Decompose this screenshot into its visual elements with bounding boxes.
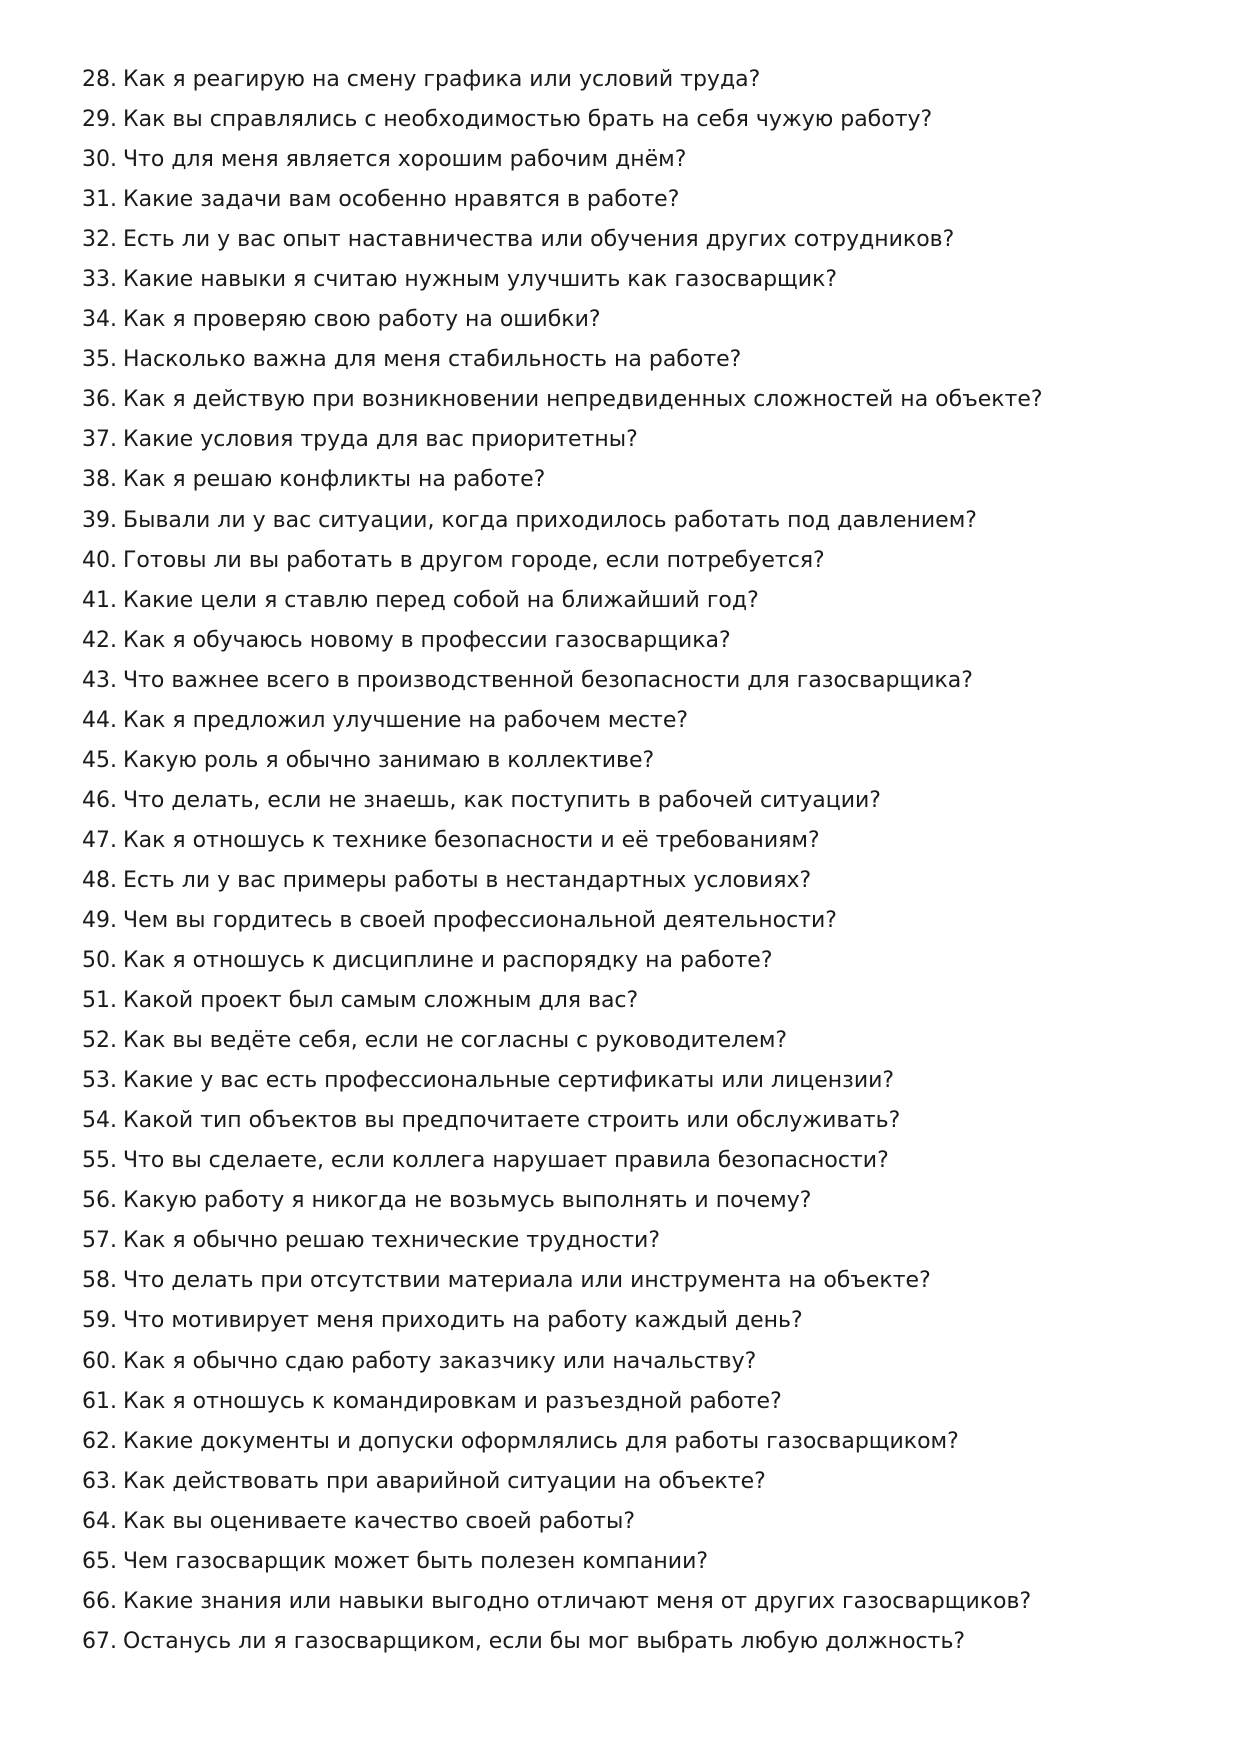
- question-number: 33.: [82, 267, 117, 293]
- question-number: 42.: [82, 627, 117, 653]
- list-item: [82, 821, 1182, 861]
- question-text: Что делать при отсутствии материала или инструмента на объекте?: [123, 1268, 931, 1294]
- question-number: 41.: [82, 587, 117, 613]
- question-text: Как я проверяю свою работу на ошибки?: [123, 307, 601, 333]
- question-text: Какой проект был самым сложным для вас?: [123, 988, 639, 1014]
- question-text: Какие у вас есть профессиональные сертификаты или лицензии?: [123, 1068, 895, 1094]
- question-text: Как я реагирую на смену графика или условий труда?: [123, 67, 761, 92]
- question-text: Как я обычно сдаю работу заказчику или начальству?: [123, 1348, 757, 1374]
- question-text: Какие цели я ставлю перед собой на ближайший год?: [123, 587, 759, 613]
- question-number: 28.: [82, 67, 117, 92]
- question-text: Останусь ли я газосварщиком, если бы мог выбрать любую должность?: [123, 1628, 966, 1654]
- question-text: Чем вы гордитесь в своей профессиональной деятельности?: [123, 907, 837, 933]
- list-item: [82, 140, 1182, 180]
- question-number: 56.: [82, 1188, 117, 1214]
- question-number: 66.: [82, 1588, 117, 1614]
- question-number: 30.: [82, 147, 117, 173]
- question-number: 63.: [82, 1468, 117, 1494]
- question-number: 61.: [82, 1388, 117, 1414]
- question-number: 67.: [82, 1628, 117, 1654]
- question-text: Как я действую при возникновении непредвиденных сложностей на объекте?: [123, 387, 1043, 413]
- question-number: 32.: [82, 227, 117, 253]
- list-item: [82, 1301, 1182, 1341]
- question-text: Что вы сделаете, если коллега нарушает правила безопасности?: [123, 1148, 889, 1174]
- question-text: Чем газосварщик может быть полезен компании?: [123, 1548, 709, 1574]
- question-number: 52.: [82, 1028, 117, 1054]
- question-number: 49.: [82, 907, 117, 933]
- question-text: Насколько важна для меня стабильность на работе?: [123, 347, 742, 373]
- list-item: [82, 1382, 1182, 1422]
- list-item: [82, 1462, 1182, 1502]
- question-number: 34.: [82, 307, 117, 333]
- question-text: Как действовать при аварийной ситуации на объекте?: [123, 1468, 766, 1494]
- list-item: [82, 1101, 1182, 1141]
- list-item: [82, 501, 1182, 541]
- question-number: 47.: [82, 827, 117, 853]
- list-item: [82, 1181, 1182, 1221]
- question-number: 54.: [82, 1108, 117, 1134]
- list-item: [82, 941, 1182, 981]
- list-item: [82, 781, 1182, 821]
- list-item: [82, 1061, 1182, 1101]
- question-text: Как вы ведёте себя, если не согласны с руководителем?: [123, 1028, 788, 1054]
- question-text: Какую роль я обычно занимаю в коллективе?: [123, 747, 655, 773]
- question-text: Какие знания или навыки выгодно отличают меня от других газосварщиков?: [123, 1588, 1032, 1614]
- list-item: [82, 1141, 1182, 1181]
- question-number: 65.: [82, 1548, 117, 1574]
- question-number: 29.: [82, 107, 117, 133]
- question-text: Как вы оцениваете качество своей работы?: [123, 1508, 636, 1534]
- list-item: [82, 260, 1182, 300]
- question-text: Есть ли у вас опыт наставничества или обучения других сотрудников?: [123, 227, 955, 253]
- question-text: Как я отношусь к технике безопасности и её требованиям?: [123, 827, 820, 853]
- list-item: [82, 1261, 1182, 1301]
- list-item: [82, 420, 1182, 460]
- list-item: [82, 1342, 1182, 1382]
- question-number: 64.: [82, 1508, 117, 1534]
- question-text: Какой тип объектов вы предпочитаете строить или обслуживать?: [123, 1108, 901, 1134]
- question-text: Как я обычно решаю технические трудности?: [123, 1228, 661, 1254]
- question-number: 51.: [82, 988, 117, 1014]
- question-number: 59.: [82, 1308, 117, 1334]
- question-number: 37.: [82, 427, 117, 453]
- question-number: 60.: [82, 1348, 117, 1374]
- list-item: [82, 541, 1182, 581]
- question-text: Какие навыки я считаю нужным улучшить как газосварщик?: [123, 267, 838, 293]
- list-item: [82, 901, 1182, 941]
- question-text: Что для меня является хорошим рабочим днём?: [123, 147, 687, 173]
- question-number: 62.: [82, 1428, 117, 1454]
- question-text: Как я отношусь к дисциплине и распорядку на работе?: [123, 948, 773, 974]
- question-number: 58.: [82, 1268, 117, 1294]
- list-item: [82, 1582, 1182, 1622]
- question-number: 31.: [82, 187, 117, 213]
- question-text: Как я отношусь к командировкам и разъездной работе?: [123, 1388, 782, 1414]
- list-item: [82, 581, 1182, 621]
- list-item: [82, 981, 1182, 1021]
- question-text: Как я решаю конфликты на работе?: [123, 467, 546, 493]
- question-text: Какую работу я никогда не возьмусь выполнять и почему?: [123, 1188, 812, 1214]
- list-item: [82, 460, 1182, 500]
- question-number: 44.: [82, 707, 117, 733]
- list-item: [82, 300, 1182, 340]
- list-item: [82, 380, 1182, 420]
- question-number: 57.: [82, 1228, 117, 1254]
- list-item: [82, 60, 1182, 100]
- list-item: [82, 220, 1182, 260]
- question-text: Что мотивирует меня приходить на работу каждый день?: [123, 1308, 803, 1334]
- question-text: Что важнее всего в производственной безопасности для газосварщика?: [123, 667, 973, 693]
- list-item: [82, 1422, 1182, 1462]
- question-text: Есть ли у вас примеры работы в нестандартных условиях?: [123, 867, 812, 893]
- question-text: Какие документы и допуски оформлялись для работы газосварщиком?: [123, 1428, 959, 1454]
- question-text: Как я обучаюсь новому в профессии газосварщика?: [123, 627, 731, 653]
- question-number: 36.: [82, 387, 117, 413]
- list-item: [82, 1021, 1182, 1061]
- question-text: Какие условия труда для вас приоритетны?: [123, 427, 638, 453]
- question-number: 50.: [82, 948, 117, 974]
- question-number: 43.: [82, 667, 117, 693]
- list-item: [82, 1221, 1182, 1261]
- question-number: 46.: [82, 787, 117, 813]
- list-item: [82, 340, 1182, 380]
- list-item: [82, 1542, 1182, 1582]
- question-number: 39.: [82, 507, 117, 533]
- question-text: Бывали ли у вас ситуации, когда приходилось работать под давлением?: [123, 507, 977, 533]
- question-text: Какие задачи вам особенно нравятся в работе?: [123, 187, 680, 213]
- question-number: 48.: [82, 867, 117, 893]
- list-item: [82, 621, 1182, 661]
- question-list: [82, 60, 1182, 1662]
- list-item: [82, 661, 1182, 701]
- list-item: [82, 180, 1182, 220]
- list-item: [82, 1622, 1182, 1662]
- question-text: Готовы ли вы работать в другом городе, если потребуется?: [123, 547, 825, 573]
- list-item: [82, 861, 1182, 901]
- list-item: [82, 1502, 1182, 1542]
- list-item: [82, 741, 1182, 781]
- question-number: 38.: [82, 467, 117, 493]
- question-text: Что делать, если не знаешь, как поступить в рабочей ситуации?: [123, 787, 881, 813]
- question-text: Как я предложил улучшение на рабочем месте?: [123, 707, 689, 733]
- question-number: 40.: [82, 547, 117, 573]
- question-number: 53.: [82, 1068, 117, 1094]
- list-item: [82, 701, 1182, 741]
- list-item: [82, 100, 1182, 140]
- question-number: 35.: [82, 347, 117, 373]
- question-text: Как вы справлялись с необходимостью брать на себя чужую работу?: [123, 107, 933, 133]
- question-number: 45.: [82, 747, 117, 773]
- question-number: 55.: [82, 1148, 117, 1174]
